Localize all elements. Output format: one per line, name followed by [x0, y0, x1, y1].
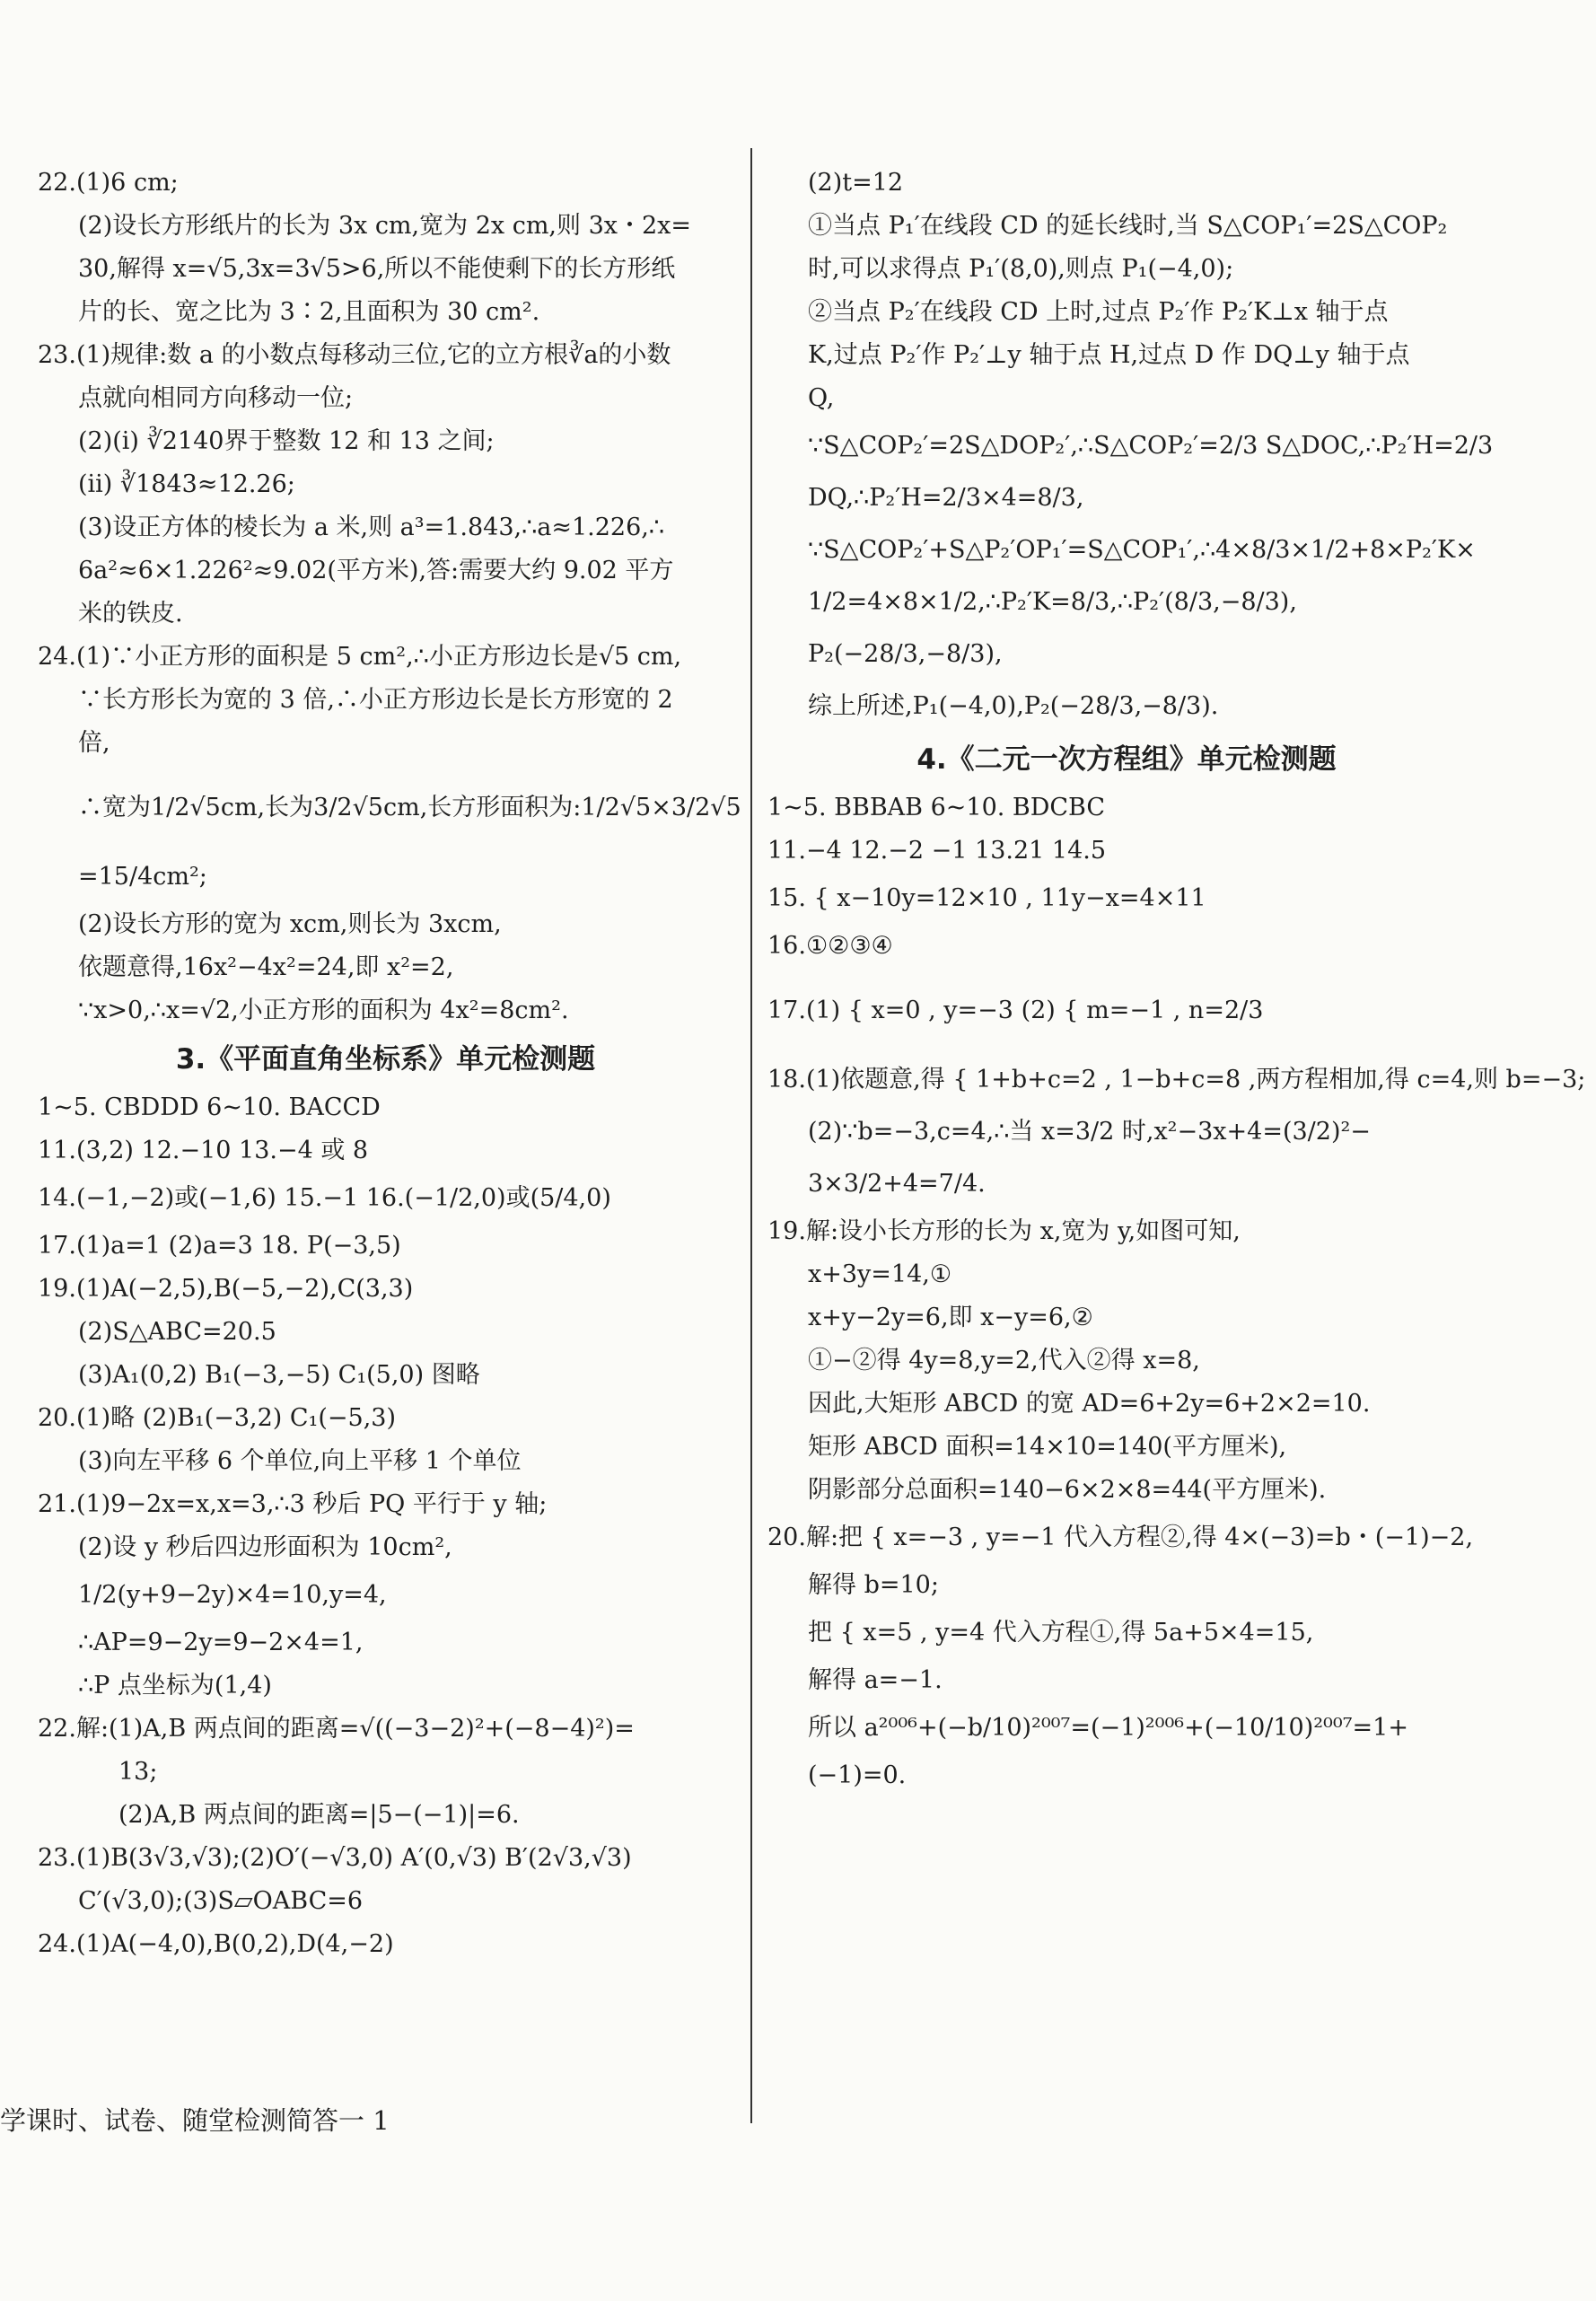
- answer-line: ∴P 点坐标为(1,4): [78, 1672, 272, 1699]
- answer-line: 1/2=4×8×1/2,∴P₂′K=8/3,∴P₂′(8/3,−8/3),: [808, 588, 1297, 616]
- answer-line: (−1)=0.: [808, 1761, 907, 1789]
- answer-line: 30,解得 x=√5,3x=3√5>6,所以不能使剩下的长方形纸: [78, 255, 676, 283]
- answer-line: ∵S△COP₂′+S△P₂′OP₁′=S△COP₁′,∴4×8/3×1/2+8×P₂′K×: [808, 536, 1476, 564]
- left-column: [38, 162, 741, 1966]
- answer-line: P₂(−28/3,−8/3),: [808, 640, 1003, 668]
- answer-line: 23.(1)B(3√3,√3);(2)O′(−√3,0) A′(0,√3) B′(2√3,√3): [38, 1844, 632, 1872]
- answer-line: Q,: [808, 384, 835, 412]
- answer-line: (2)设长方形的宽为 xcm,则长为 3xcm,: [78, 910, 502, 938]
- answer-line: 依题意得,16x²−4x²=24,即 x²=2,: [78, 953, 454, 981]
- section-title: 3.《平面直角坐标系》单元检测题: [175, 1043, 596, 1076]
- answer-line: 19.解:设小长方形的长为 x,宽为 y,如图可知,: [767, 1217, 1241, 1245]
- answer-line: 16.①②③④: [767, 932, 893, 960]
- answer-line: 6a²≈6×1.226²≈9.02(平方米),答:需要大约 9.02 平方: [78, 557, 674, 584]
- answer-line: (ii) ∛1843≈12.26;: [78, 470, 295, 498]
- answer-line: 23.(1)规律:数 a 的小数点每移动三位,它的立方根∛a的小数: [38, 341, 671, 369]
- answer-line: 矩形 ABCD 面积=14×10=140(平方厘米),: [808, 1433, 1287, 1461]
- page-footer: 学课时、试卷、随堂检测简答一 1: [0, 2105, 390, 2136]
- answer-line: (2)S△ABC=20.5: [78, 1318, 276, 1346]
- answer-line: 11.−4 12.−2 −1 13.21 14.5: [767, 837, 1107, 865]
- answer-line: K,过点 P₂′作 P₂′⊥y 轴于点 H,过点 D 作 DQ⊥y 轴于点: [808, 341, 1410, 369]
- answer-line: 倍,: [78, 729, 110, 757]
- answer-line: 19.(1)A(−2,5),B(−5,−2),C(3,3): [38, 1275, 414, 1303]
- answer-line: 22.解:(1)A,B 两点间的距离=√((−3−2)²+(−8−4)²)=: [38, 1715, 635, 1743]
- answer-line: 14.(−1,−2)或(−1,6) 15.−1 16.(−1/2,0)或(5/4,0): [38, 1184, 611, 1212]
- answer-line: 18.(1)依题意,得 { 1+b+c=2 , 1−b+c=8 ,两方程相加,得 c=4,则 b=−3;: [767, 1066, 1586, 1093]
- answer-line: 22.(1)6 cm;: [38, 169, 179, 197]
- answer-line: 所以 a²⁰⁰⁶+(−b/10)²⁰⁰⁷=(−1)²⁰⁰⁶+(−10/10)²⁰⁰⁷=1+: [808, 1714, 1408, 1742]
- answer-line: 1/2(y+9−2y)×4=10,y=4,: [78, 1581, 387, 1609]
- answer-line: 3×3/2+4=7/4.: [808, 1170, 986, 1198]
- answer-line: (3)A₁(0,2) B₁(−3,−5) C₁(5,0) 图略: [78, 1361, 480, 1389]
- right-column: [767, 162, 1586, 1797]
- answer-line: 解得 b=10;: [808, 1571, 939, 1599]
- answer-line: ∵S△COP₂′=2S△DOP₂′,∴S△COP₂′=2/3 S△DOC,∴P₂′H=2/3: [808, 432, 1494, 460]
- answer-line: 17.(1)a=1 (2)a=3 18. P(−3,5): [38, 1232, 401, 1260]
- answer-line: 点就向相同方向移动一位;: [78, 384, 354, 412]
- answer-line: 1~5. BBBAB 6~10. BDCBC: [767, 794, 1106, 821]
- answer-line: 20.(1)略 (2)B₁(−3,2) C₁(−5,3): [38, 1404, 397, 1432]
- answer-line: 综上所述,P₁(−4,0),P₂(−28/3,−8/3).: [808, 692, 1219, 720]
- section-title: 4.《二元一次方程组》单元检测题: [916, 743, 1337, 776]
- column-divider: [750, 148, 752, 2123]
- answer-line: ∴AP=9−2y=9−2×4=1,: [78, 1629, 364, 1656]
- answer-line: (2)(i) ∛2140界于整数 12 和 13 之间;: [78, 427, 495, 455]
- answer-line: (2)设 y 秒后四边形面积为 10cm²,: [78, 1533, 452, 1561]
- answer-line: 24.(1)A(−4,0),B(0,2),D(4,−2): [38, 1930, 394, 1958]
- answer-line: 片的长、宽之比为 3∶2,且面积为 30 cm².: [78, 298, 540, 326]
- answer-line: 把 { x=5 , y=4 代入方程①,得 5a+5×4=15,: [808, 1619, 1314, 1647]
- answer-line: =15/4cm²;: [78, 863, 207, 891]
- answer-line: 17.(1) { x=0 , y=−3 (2) { m=−1 , n=2/3: [767, 997, 1264, 1024]
- answer-line: ∴宽为1/2√5cm,长为3/2√5cm,长方形面积为:1/2√5×3/2√5: [78, 794, 741, 821]
- answer-line: 时,可以求得点 P₁′(8,0),则点 P₁(−4,0);: [808, 255, 1234, 283]
- answer-line: ∵长方形长为宽的 3 倍,∴小正方形边长是长方形宽的 2: [78, 686, 673, 714]
- answer-line: DQ,∴P₂′H=2/3×4=8/3,: [808, 484, 1084, 512]
- answer-line: (2)∵b=−3,c=4,∴当 x=3/2 时,x²−3x+4=(3/2)²−: [808, 1118, 1371, 1146]
- answer-line: (3)设正方体的棱长为 a 米,则 a³=1.843,∴a≈1.226,∴: [78, 514, 665, 541]
- answer-line: (2)t=12: [808, 169, 904, 197]
- answer-line: 1~5. CBDDD 6~10. BACCD: [38, 1093, 381, 1121]
- answer-line: 因此,大矩形 ABCD 的宽 AD=6+2y=6+2×2=10.: [808, 1390, 1371, 1418]
- answer-line: 21.(1)9−2x=x,x=3,∴3 秒后 PQ 平行于 y 轴;: [38, 1490, 548, 1518]
- answer-line: 阴影部分总面积=140−6×2×8=44(平方厘米).: [808, 1476, 1327, 1504]
- answer-line: 解得 a=−1.: [808, 1666, 943, 1694]
- answer-line: ∵x>0,∴x=√2,小正方形的面积为 4x²=8cm².: [78, 997, 569, 1024]
- answer-line: ①−②得 4y=8,y=2,代入②得 x=8,: [808, 1347, 1200, 1374]
- answer-line: (2)A,B 两点间的距离=|5−(−1)|=6.: [118, 1801, 520, 1829]
- answer-line: ②当点 P₂′在线段 CD 上时,过点 P₂′作 P₂′K⊥x 轴于点: [808, 298, 1389, 326]
- answer-line: 米的铁皮.: [78, 600, 183, 628]
- answer-line: 11.(3,2) 12.−10 13.−4 或 8: [38, 1137, 369, 1164]
- answer-line: 13;: [118, 1758, 158, 1786]
- answer-line: 24.(1)∵小正方形的面积是 5 cm²,∴小正方形边长是√5 cm,: [38, 643, 682, 671]
- answer-line: x+y−2y=6,即 x−y=6,②: [808, 1304, 1093, 1331]
- answer-line: C′(√3,0);(3)S▱OABC=6: [78, 1887, 364, 1915]
- answer-line: x+3y=14,①: [808, 1260, 952, 1288]
- answer-line: (2)设长方形纸片的长为 3x cm,宽为 2x cm,则 3x・2x=: [78, 212, 692, 240]
- answer-line: ①当点 P₁′在线段 CD 的延长线时,当 S△COP₁′=2S△COP₂: [808, 212, 1448, 240]
- answer-line: 20.解:把 { x=−3 , y=−1 代入方程②,得 4×(−3)=b・(−1)−2,: [767, 1524, 1474, 1551]
- answer-line: (3)向左平移 6 个单位,向上平移 1 个单位: [78, 1447, 522, 1475]
- answer-line: 15. { x−10y=12×10 , 11y−x=4×11: [767, 884, 1206, 912]
